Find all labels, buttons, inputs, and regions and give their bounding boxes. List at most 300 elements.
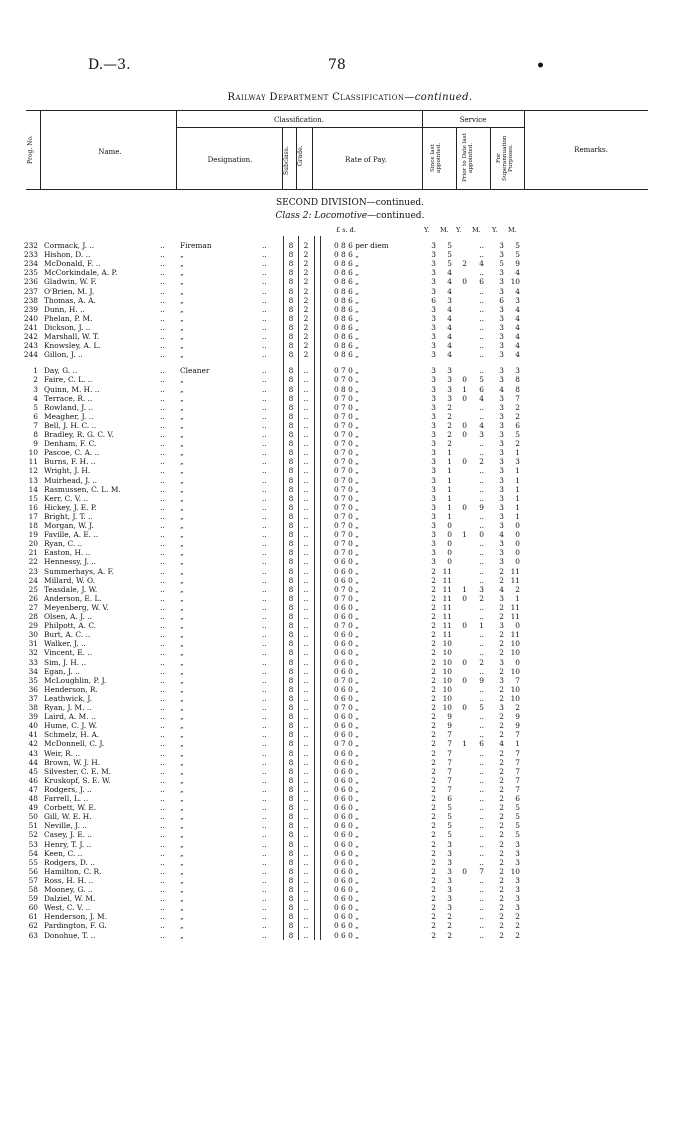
- grade-header: Grade.: [297, 145, 304, 167]
- superannuation-months: 1: [515, 739, 520, 749]
- prior-months: ..: [479, 602, 484, 612]
- prog-no: 3: [33, 384, 38, 394]
- since-last-months: 10: [442, 703, 452, 712]
- staff-name: Ross, H. H. ..: [44, 875, 94, 885]
- grade: ..: [303, 857, 309, 867]
- leader-dots: ..: [262, 875, 267, 885]
- leader-dots: ..: [160, 657, 165, 667]
- table-row: [0, 557, 700, 566]
- table-row: [0, 305, 700, 314]
- superannuation-years: 2: [499, 784, 504, 794]
- superannuation-years: 3: [499, 675, 504, 685]
- since-last-months: 5: [447, 241, 452, 250]
- subclass: 8: [288, 712, 294, 722]
- since-last-months: 7: [447, 757, 452, 767]
- since-last-months: 3: [447, 903, 452, 913]
- since-last-months: 0: [447, 548, 452, 558]
- since-last-years: 2: [431, 593, 436, 603]
- subclass: 8: [288, 475, 294, 485]
- subclass: 8: [288, 502, 294, 512]
- prog-no: 1: [33, 366, 38, 376]
- prog-no: 61: [28, 912, 38, 922]
- superannuation-months: 4: [515, 332, 520, 341]
- staff-name: Dalziel, W. M.: [44, 894, 96, 904]
- since-last-months: 7: [447, 730, 452, 740]
- subclass: 8: [288, 313, 294, 323]
- superannuation-years: 3: [499, 277, 504, 287]
- since-last-years: 3: [431, 313, 436, 323]
- prior-months: ..: [479, 548, 484, 558]
- staff-name: Burns, F. H. ..: [44, 457, 96, 467]
- prog-no: 27: [28, 602, 38, 612]
- subclass: 8: [288, 630, 294, 640]
- table-row: [0, 250, 700, 259]
- prior-years: 0: [462, 457, 467, 467]
- superannuation-months: 9: [515, 712, 520, 722]
- since-last-years: 2: [431, 666, 436, 676]
- prog-no: 33: [28, 657, 38, 667]
- rate-of-pay: 0 7 0 „: [334, 375, 359, 385]
- table-row: [0, 767, 700, 776]
- superannuation-months: 2: [515, 912, 520, 922]
- prior-years: 0: [462, 393, 467, 403]
- staff-name: Gillon, J. ..: [44, 350, 83, 360]
- prior-years: 0: [462, 420, 467, 430]
- grade: 2: [303, 286, 309, 296]
- rate-of-pay: 0 7 0 „: [334, 366, 359, 376]
- designation: „: [180, 675, 184, 685]
- leader-dots: ..: [160, 612, 165, 621]
- prog-no: 23: [28, 566, 38, 576]
- since-last-months: 10: [442, 639, 452, 649]
- table-row: [0, 694, 700, 703]
- staff-name: Meagher, J. ..: [44, 411, 94, 421]
- designation: „: [180, 593, 184, 603]
- superannuation-months: 4: [515, 268, 520, 278]
- leader-dots: ..: [160, 448, 165, 458]
- leader-dots: ..: [262, 530, 267, 540]
- grade: ..: [303, 621, 309, 631]
- grade: ..: [303, 466, 309, 476]
- superannuation-header: For Superannuation Purposes.: [496, 135, 514, 181]
- superannuation-months: 5: [515, 250, 520, 260]
- since-last-years: 3: [431, 384, 436, 394]
- superannuation-months: 4: [515, 350, 520, 360]
- staff-name: McCorkindale, A. P.: [44, 268, 118, 278]
- since-last-years: 2: [431, 657, 436, 667]
- prog-no: 44: [28, 757, 38, 767]
- superannuation-years: 3: [499, 557, 504, 567]
- since-last-months: 1: [447, 484, 452, 494]
- prior-years: 0: [462, 703, 467, 712]
- designation: „: [180, 393, 184, 403]
- grade: ..: [303, 875, 309, 885]
- grade: 2: [303, 268, 309, 278]
- leader-dots: ..: [262, 448, 267, 458]
- prior-years: 1: [462, 384, 467, 394]
- leader-dots: ..: [262, 612, 267, 621]
- leader-dots: ..: [160, 457, 165, 467]
- leader-dots: ..: [160, 602, 165, 612]
- leader-dots: ..: [262, 866, 267, 876]
- superannuation-years: 2: [499, 912, 504, 922]
- leader-dots: ..: [160, 930, 165, 940]
- superannuation-years: 3: [499, 322, 504, 332]
- leader-dots: ..: [160, 675, 165, 685]
- prior-years: 1: [462, 739, 467, 749]
- prior-months: ..: [479, 332, 484, 341]
- table-row: [0, 912, 700, 921]
- subclass: 8: [288, 921, 294, 931]
- since-last-months: 5: [447, 821, 452, 831]
- subclass: 8: [288, 675, 294, 685]
- rate-of-pay: 0 7 0 „: [334, 420, 359, 430]
- prog-no: 10: [28, 448, 38, 458]
- leader-dots: ..: [160, 384, 165, 394]
- table-row: [0, 457, 700, 466]
- superannuation-years: 2: [499, 612, 504, 621]
- since-last-months: 4: [447, 341, 452, 351]
- rate-of-pay: 0 6 0 „: [334, 557, 359, 567]
- superannuation-months: 4: [515, 286, 520, 296]
- leader-dots: ..: [160, 530, 165, 540]
- staff-name: O'Brien, M. J.: [44, 286, 95, 296]
- table-row: [0, 812, 700, 821]
- prior-months: 4: [479, 420, 484, 430]
- designation: „: [180, 794, 184, 803]
- unit-m2: M.: [472, 226, 481, 234]
- prior-months: ..: [479, 885, 484, 894]
- since-last-months: 10: [442, 666, 452, 676]
- superannuation-months: 0: [515, 539, 520, 549]
- since-last-years: 2: [431, 830, 436, 840]
- prior-months: 3: [479, 430, 484, 439]
- grade: 2: [303, 277, 309, 287]
- since-last-months: 10: [442, 684, 452, 694]
- prior-months: ..: [479, 830, 484, 840]
- prior-months: ..: [479, 557, 484, 567]
- since-last-years: 2: [431, 703, 436, 712]
- since-last-months: 1: [447, 511, 452, 521]
- division-title-text: SECOND DIVISION—continued.: [275, 198, 425, 208]
- grade: ..: [303, 511, 309, 521]
- leader-dots: ..: [262, 521, 267, 530]
- leader-dots: ..: [262, 748, 267, 758]
- superannuation-months: 11: [510, 602, 520, 612]
- leader-dots: ..: [262, 420, 267, 430]
- leader-dots: ..: [262, 341, 267, 351]
- superannuation-years: 3: [499, 286, 504, 296]
- staff-name: Mooney, G. ..: [44, 885, 93, 894]
- superannuation-months: 3: [515, 894, 520, 904]
- prog-no: 28: [28, 612, 38, 621]
- designation: „: [180, 439, 184, 449]
- rate-of-pay: 0 6 0 „: [334, 602, 359, 612]
- grade: ..: [303, 612, 309, 621]
- staff-name: Faville, A. E. ..: [44, 530, 99, 540]
- since-last-months: 2: [447, 430, 452, 439]
- since-last-months: 11: [442, 602, 452, 612]
- superannuation-years: 3: [499, 304, 504, 314]
- leader-dots: ..: [262, 739, 267, 749]
- grade: ..: [303, 666, 309, 676]
- rate-of-pay: 0 6 0 „: [334, 857, 359, 867]
- staff-name: Hennessy, J. ..: [44, 557, 96, 567]
- grade: ..: [303, 839, 309, 849]
- leader-dots: ..: [160, 439, 165, 449]
- table-row: [0, 630, 700, 639]
- rate-of-pay: 0 7 0 „: [334, 439, 359, 449]
- superannuation-months: 7: [515, 675, 520, 685]
- leader-dots: ..: [262, 575, 267, 585]
- prog-no: 26: [28, 593, 38, 603]
- superannuation-years: 2: [499, 921, 504, 931]
- rate-of-pay: 0 7 0 „: [334, 402, 359, 412]
- superannuation-months: 3: [515, 295, 520, 305]
- prior-months: ..: [479, 630, 484, 640]
- subclass: 8: [288, 666, 294, 676]
- since-last-years: 2: [431, 784, 436, 794]
- prog-no: 14: [28, 484, 38, 494]
- grade: ..: [303, 693, 309, 703]
- staff-name: Summerhays, A. F.: [44, 566, 114, 576]
- prior-months: ..: [479, 313, 484, 323]
- rate-of-pay: 0 6 0 „: [334, 775, 359, 785]
- prog-no: 30: [28, 630, 38, 640]
- staff-name: Farrell, L. ..: [44, 794, 89, 803]
- unit-m3: M.: [508, 226, 517, 234]
- prog-no: 8: [33, 430, 38, 439]
- since-last-months: 5: [447, 250, 452, 260]
- leader-dots: ..: [262, 511, 267, 521]
- subclass: 8: [288, 304, 294, 314]
- since-last-years: 2: [431, 766, 436, 776]
- superannuation-months: 2: [515, 930, 520, 940]
- prior-months: ..: [479, 304, 484, 314]
- leader-dots: ..: [262, 675, 267, 685]
- superannuation-months: 11: [510, 612, 520, 621]
- staff-name: Leathwick, J.: [44, 693, 93, 703]
- grade: ..: [303, 502, 309, 512]
- subclass: 8: [288, 684, 294, 694]
- since-last-months: 10: [442, 648, 452, 658]
- rate-of-pay: 0 7 0 „: [334, 530, 359, 540]
- superannuation-years: 2: [499, 684, 504, 694]
- leader-dots: ..: [160, 566, 165, 576]
- subclass: 8: [288, 250, 294, 260]
- prior-months: ..: [479, 268, 484, 278]
- subclass: 8: [288, 930, 294, 940]
- table-row: [0, 703, 700, 712]
- table-row: [0, 803, 700, 812]
- subclass: 8: [288, 894, 294, 904]
- subclass: 8: [288, 803, 294, 813]
- leader-dots: ..: [160, 332, 165, 341]
- superannuation-months: 0: [515, 530, 520, 540]
- rate-of-pay: 0 6 0 „: [334, 794, 359, 803]
- grade: ..: [303, 748, 309, 758]
- grade: ..: [303, 794, 309, 803]
- grade: ..: [303, 630, 309, 640]
- prior-months: ..: [479, 612, 484, 621]
- since-last-months: 6: [447, 794, 452, 803]
- superannuation-years: 3: [499, 250, 504, 260]
- rate-of-pay: 0 6 0 „: [334, 848, 359, 858]
- prior-months: 0: [479, 530, 484, 540]
- since-last-years: 6: [431, 295, 436, 305]
- page-mark: •: [536, 58, 545, 74]
- leader-dots: ..: [160, 295, 165, 305]
- leader-dots: ..: [262, 393, 267, 403]
- name-header: Name.: [98, 148, 122, 156]
- table-row: [0, 296, 700, 305]
- table-row: [0, 485, 700, 494]
- since-last-years: 2: [431, 675, 436, 685]
- subclass: 8: [288, 332, 294, 341]
- since-last-months: 5: [447, 803, 452, 813]
- subclass: 8: [288, 639, 294, 649]
- prior-months: ..: [479, 784, 484, 794]
- prog-no: 4: [33, 393, 38, 403]
- since-last-years: 2: [431, 712, 436, 722]
- since-last-months: 7: [447, 775, 452, 785]
- prior-months: ..: [479, 912, 484, 922]
- leader-dots: ..: [160, 693, 165, 703]
- since-last-years: 2: [431, 630, 436, 640]
- superannuation-years: 3: [499, 493, 504, 503]
- designation: „: [180, 457, 184, 467]
- subclass: 8: [288, 322, 294, 332]
- leader-dots: ..: [160, 648, 165, 658]
- table-row: [0, 287, 700, 296]
- prog-no: 39: [28, 712, 38, 722]
- leader-dots: ..: [160, 885, 165, 894]
- leader-dots: ..: [160, 366, 165, 376]
- prior-years: 1: [462, 584, 467, 594]
- leader-dots: ..: [160, 848, 165, 858]
- since-last-years: 2: [431, 839, 436, 849]
- grade: 2: [303, 332, 309, 341]
- staff-name: Silvester, C. E. M.: [44, 766, 111, 776]
- grade: 2: [303, 341, 309, 351]
- designation: „: [180, 712, 184, 722]
- designation: „: [180, 557, 184, 567]
- grade: ..: [303, 885, 309, 894]
- prior-months: 9: [479, 675, 484, 685]
- superannuation-years: 3: [499, 448, 504, 458]
- table-row: [0, 548, 700, 557]
- subclass: 8: [288, 612, 294, 621]
- prog-no: 11: [28, 457, 38, 467]
- superannuation-years: 2: [499, 830, 504, 840]
- prior-months: ..: [479, 666, 484, 676]
- staff-name: Pascoe, C. A. ..: [44, 448, 100, 458]
- subclass: 8: [288, 521, 294, 530]
- prog-no: 53: [28, 839, 38, 849]
- prog-no: 25: [28, 584, 38, 594]
- superannuation-months: 3: [515, 857, 520, 867]
- superannuation-months: 11: [510, 575, 520, 585]
- since-last-years: 2: [431, 848, 436, 858]
- since-last-months: 3: [447, 857, 452, 867]
- table-row: [0, 739, 700, 748]
- prior-months: ..: [479, 684, 484, 694]
- rate-of-pay: 0 6 0 „: [334, 766, 359, 776]
- since-last-months: 4: [447, 332, 452, 341]
- superannuation-months: 9: [515, 721, 520, 731]
- prog-no: 59: [28, 894, 38, 904]
- table-row: [0, 277, 700, 286]
- superannuation-years: 3: [499, 341, 504, 351]
- superannuation-months: 11: [510, 630, 520, 640]
- prior-months: 5: [479, 375, 484, 385]
- staff-name: Laird, A. M. ..: [44, 712, 96, 722]
- since-last-months: 11: [442, 612, 452, 621]
- since-last-years: 3: [431, 366, 436, 376]
- leader-dots: ..: [160, 268, 165, 278]
- leader-dots: ..: [160, 921, 165, 931]
- subclass: 8: [288, 511, 294, 521]
- grade: ..: [303, 921, 309, 931]
- prior-months: ..: [479, 411, 484, 421]
- leader-dots: ..: [160, 502, 165, 512]
- leader-dots: ..: [160, 250, 165, 260]
- since-last-years: 2: [431, 575, 436, 585]
- rate-of-pay: 0 6 0 „: [334, 639, 359, 649]
- superannuation-months: 7: [515, 730, 520, 740]
- staff-name: Hickey, J. E. P.: [44, 502, 97, 512]
- designation: „: [180, 268, 184, 278]
- since-last-months: 9: [447, 721, 452, 731]
- rate-of-pay: 0 7 0 „: [334, 475, 359, 485]
- leader-dots: ..: [262, 268, 267, 278]
- staff-name: Olsen, A. J. ..: [44, 612, 92, 621]
- superannuation-months: 0: [515, 548, 520, 558]
- table-row: [0, 567, 700, 576]
- superannuation-months: 1: [515, 484, 520, 494]
- superannuation-years: 3: [499, 430, 504, 439]
- prog-no: 7: [33, 420, 38, 430]
- designation: „: [180, 466, 184, 476]
- superannuation-months: 1: [515, 448, 520, 458]
- staff-name: Rowland, J. ..: [44, 402, 94, 412]
- staff-name: Millard, W. O.: [44, 575, 96, 585]
- leader-dots: ..: [262, 566, 267, 576]
- since-last-months: 2: [447, 411, 452, 421]
- prior-months: ..: [479, 241, 484, 250]
- superannuation-months: 0: [515, 621, 520, 631]
- superannuation-years: 3: [499, 420, 504, 430]
- leader-dots: ..: [160, 313, 165, 323]
- table-row: [0, 794, 700, 803]
- since-last-years: 2: [431, 912, 436, 922]
- prior-years: 0: [462, 277, 467, 287]
- designation: „: [180, 322, 184, 332]
- rate-of-pay: 0 8 6 „: [334, 259, 359, 269]
- table-row: [0, 403, 700, 412]
- subclass: 8: [288, 557, 294, 567]
- grade: ..: [303, 457, 309, 467]
- superannuation-years: 2: [499, 857, 504, 867]
- staff-name: Bradley, R. G. C. V.: [44, 430, 114, 439]
- prior-months: 4: [479, 393, 484, 403]
- grade: ..: [303, 784, 309, 794]
- prog-no: 43: [28, 748, 38, 758]
- superannuation-years: 4: [499, 384, 504, 394]
- prog-no: 232: [23, 241, 38, 250]
- rate-of-pay: 0 8 6 „: [334, 332, 359, 341]
- leader-dots: ..: [262, 775, 267, 785]
